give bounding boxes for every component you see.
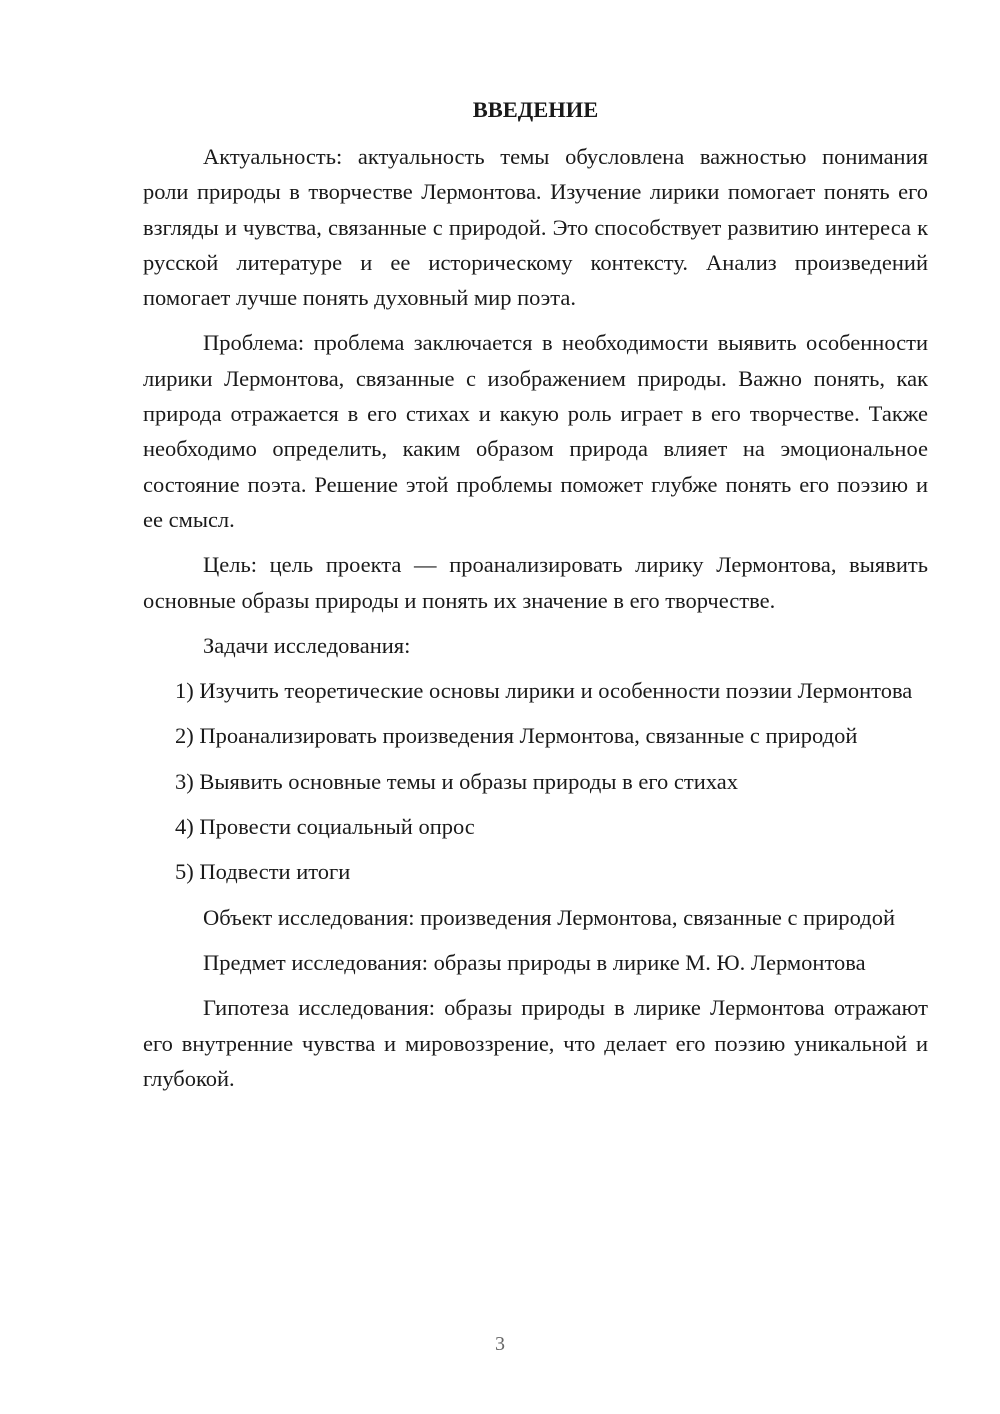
paragraph-problem: Проблема: проблема заключается в необходимости выявить особенности лирики Лермонтова, связанные с изображением природы. Важно понять, как природа отражается в его стихах и какую роль играет в его творчестве. Также необходимо определить, каким образом природа влияет на эмоциональное состояние поэта. Решение этой проблемы поможет глубже понять его поэзию и ее смысл.: [143, 330, 928, 532]
paragraph-goal: Цель: цель проекта — проанализировать лирику Лермонтова, выявить основные образы природы и понять их значение в его творчестве.: [143, 552, 928, 613]
paragraph-object: Объект исследования: произведения Лермонтова, связанные с природой: [203, 904, 896, 930]
page-content: [143, 92, 928, 1106]
paragraph-subject: Предмет исследования: образы природы в лирике М. Ю. Лермонтова: [203, 949, 866, 975]
task-item-3: 3) Выявить основные темы и образы природы в его стихах: [175, 768, 738, 794]
page-title: ВВЕДЕНИЕ: [472, 97, 599, 122]
tasks-heading: Задачи исследования:: [203, 632, 411, 658]
page-number: 3: [495, 1333, 505, 1355]
task-item-1: 1) Изучить теоретические основы лирики и особенности поэзии Лермонтова: [175, 678, 913, 704]
task-item-4: 4) Провести социальный опрос: [175, 814, 475, 840]
task-item-2: 2) Проанализировать произведения Лермонтова, связанные с природой: [175, 723, 858, 749]
paragraph-hypothesis: Гипотеза исследования: образы природы в лирике Лермонтова отражают его внутренние чувства и мировоззрение, что делает его поэзию уникальной и глубокой.: [143, 995, 928, 1091]
paragraph-relevance: Актуальность: актуальность темы обусловлена важностью понимания роли природы в творчестве Лермонтова. Изучение лирики помогает понять его взгляды и чувства, связанные с природой. Это способствует развитию интереса к русской литературе и ее историческому контексту. Анализ произведений помогает лучше понять духовный мир поэта.: [143, 144, 928, 311]
task-item-5: 5) Подвести итоги: [175, 859, 351, 885]
